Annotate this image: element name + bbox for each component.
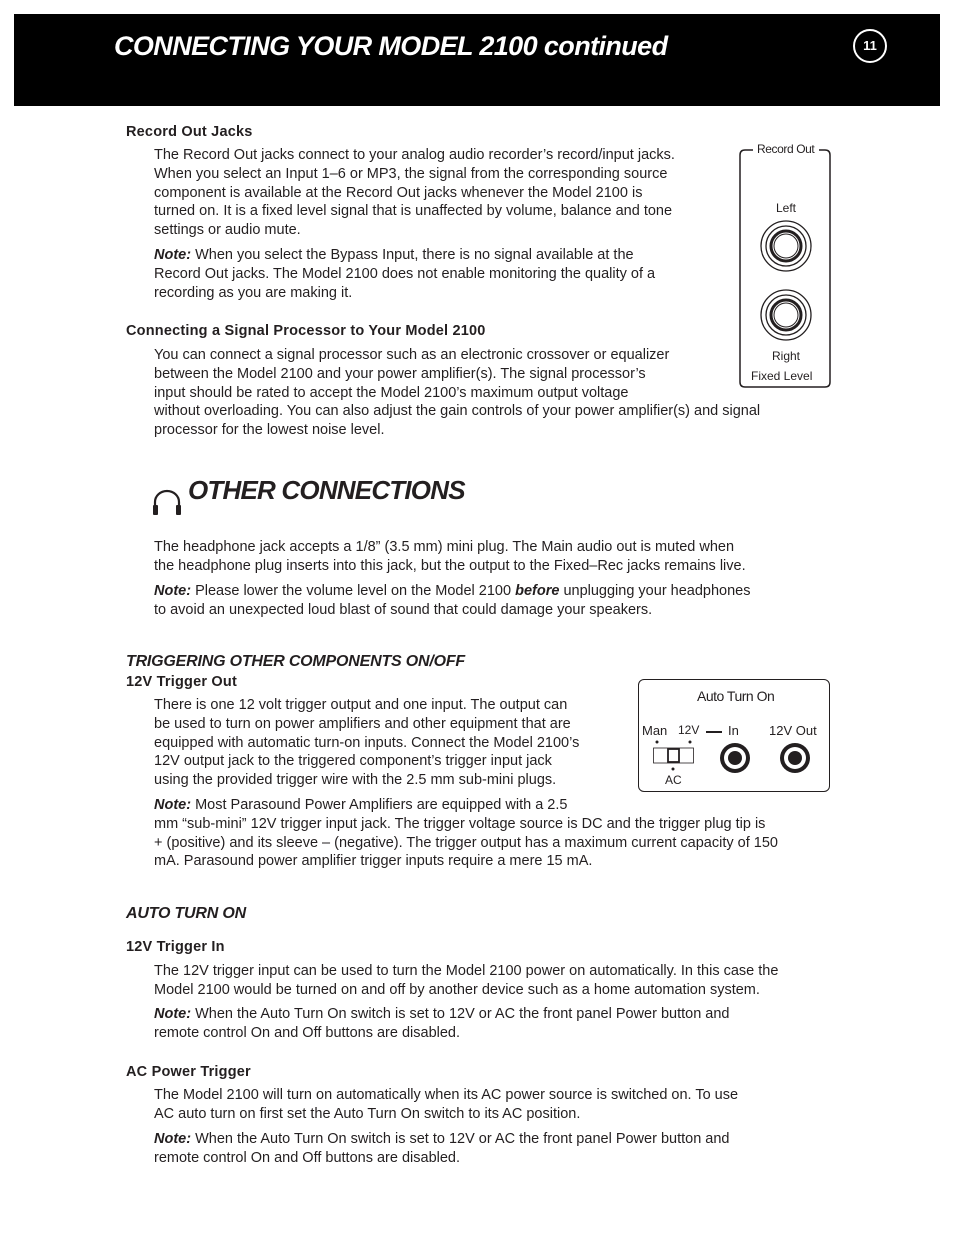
- triggering-heading: TRIGGERING OTHER COMPONENTS ON/OFF: [126, 653, 465, 670]
- trigger-in-paragraph: The 12V trigger input can be used to turn the Model 2100 power on automatically. In this case the Model 2100 would be turned on and off by another device such as a home automation system.: [154, 963, 779, 998]
- fixed-level-label: Fixed Level: [751, 369, 813, 383]
- signal-processor-paragraph: You can connect a signal processor such as an electronic crossover or equalizer between the Model 2100 and your power amplifier(s). The signal processor’s input should be rated to accept the Model 2100’s maximum output voltage without overloading. You can also adjust the gain controls of your power amplifier(s) and signal processor for the lowest noise level.: [154, 347, 761, 439]
- in-label: In: [728, 723, 739, 738]
- record-out-heading: Record Out Jacks: [126, 124, 253, 140]
- trigger-out-paragraph: There is one 12 volt trigger output and one input. The output can be used to turn on power amplifiers and other equipment that are equipped with automatic turn-on inputs. Connect the Model 2100’s 12V output jack to the triggered component’s trigger input jack using the provided trigger wire with the 2.5 mm sub-mini plugs.: [154, 697, 580, 789]
- man-label: Man: [642, 723, 668, 738]
- left-rca-jack-icon: [759, 219, 813, 273]
- headphone-paragraph: The headphone jack accepts a 1/8” (3.5 mm) mini plug. The Main audio out is muted when the headphone plug inserts into this jack, but the output to the Fixed–Rec jacks remains live.: [154, 539, 746, 574]
- page-title: CONNECTING YOUR MODEL 2100 continued: [114, 31, 668, 61]
- trigger-out-note: Note: Most Parasound Power Amplifiers are equipped with a 2.5 mm “sub-mini” 12V trigger input jack. The trigger voltage source is DC and the trigger plug tip is + (positive) and its sleeve – (negative). The trigger output has a maximum current capacity of 150 mA. Parasound power amplifier trigger inputs require a mere 15 mA.: [154, 797, 778, 870]
- 12v-label: 12V: [678, 723, 700, 737]
- note-label: Note:: [154, 797, 192, 813]
- dash-divider: [706, 731, 722, 733]
- record-out-label: Record Out: [757, 142, 815, 156]
- 12v-out-jack-icon: [779, 742, 811, 774]
- 12v-in-jack-icon: [719, 742, 751, 774]
- auto-turn-on-switch-icon: [653, 739, 695, 775]
- signal-processor-heading: Connecting a Signal Processor to Your Model 2100: [126, 323, 486, 339]
- other-connections-heading: OTHER CONNECTIONS: [188, 475, 465, 505]
- page-number: 11: [853, 29, 887, 63]
- note-label: Note:: [154, 247, 192, 263]
- auto-turn-on-label: Auto Turn On: [697, 688, 775, 704]
- trigger-in-heading: 12V Trigger In: [126, 939, 225, 955]
- ac-label: AC: [665, 773, 682, 787]
- trigger-out-heading: 12V Trigger Out: [126, 674, 237, 690]
- ac-power-trigger-heading: AC Power Trigger: [126, 1064, 251, 1080]
- right-label: Right: [772, 349, 801, 363]
- record-out-paragraph: The Record Out jacks connect to your analog audio recorder’s record/input jacks. When you select an Input 1–6 or MP3, the signal from the corresponding source component is available at the Record Out jacks whenever the Model 2100 is turned on. It is a fixed level signal that is unaffected by volume, balance and tone settings or audio mute.: [154, 147, 675, 239]
- headphone-note: Note: Please lower the volume level on the Model 2100 before unplugging your headphones to avoid an unexpected loud blast of sound that could damage your speakers.: [154, 583, 751, 618]
- ac-power-trigger-note: Note: When the Auto Turn On switch is set to 12V or AC the front panel Power button and remote control On and Off buttons are disabled.: [154, 1131, 730, 1166]
- ac-power-trigger-paragraph: The Model 2100 will turn on automatically when its AC power source is switched on. To use AC auto turn on first set the Auto Turn On switch to its AC position.: [154, 1087, 739, 1122]
- headphones-icon: [151, 488, 183, 516]
- note-label: Note:: [154, 1131, 192, 1147]
- auto-turn-on-heading: AUTO TURN ON: [126, 905, 246, 922]
- trigger-in-note: Note: When the Auto Turn On switch is set to 12V or AC the front panel Power button and remote control On and Off buttons are disabled.: [154, 1006, 730, 1041]
- right-rca-jack-icon: [759, 288, 813, 342]
- note-label: Note:: [154, 583, 192, 599]
- left-label: Left: [776, 201, 797, 215]
- note-label: Note:: [154, 1006, 192, 1022]
- 12v-out-label: 12V Out: [769, 723, 817, 738]
- record-out-note: Note: When you select the Bypass Input, there is no signal available at the Record Out jacks. The Model 2100 does not enable monitoring the quality of a recording as you are making it.: [154, 247, 656, 301]
- auto-turn-on-panel: [638, 679, 830, 792]
